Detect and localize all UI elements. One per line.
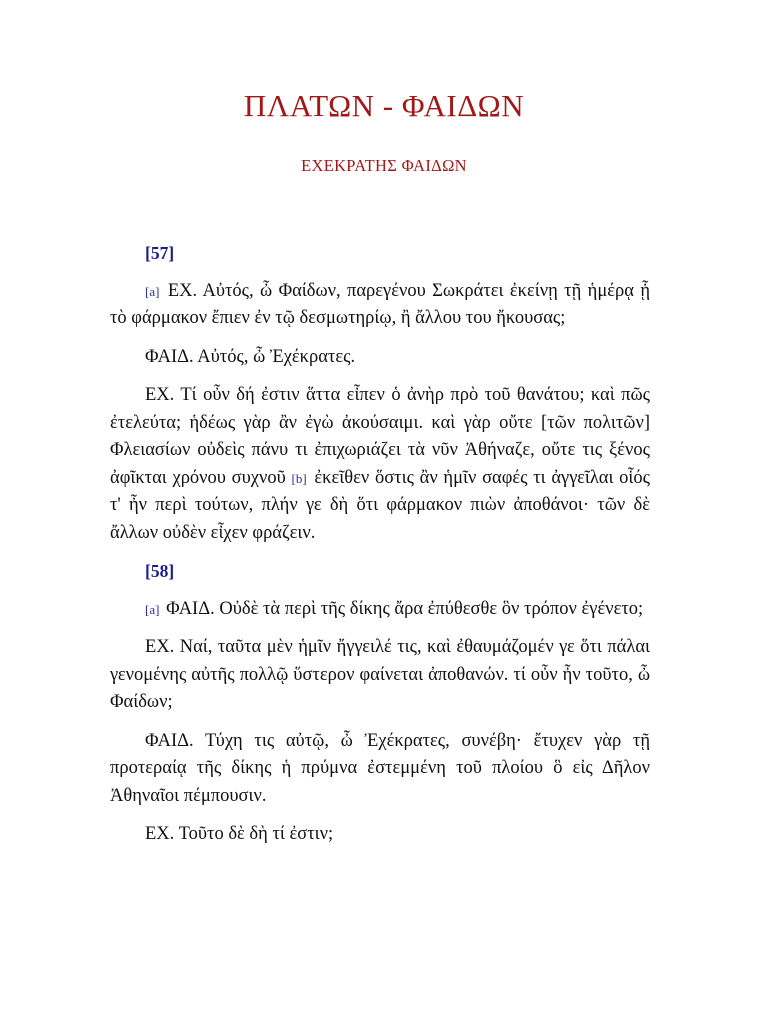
document-body bbox=[110, 240, 650, 860]
line-marker: [b] bbox=[291, 470, 307, 486]
paragraph-text: ΕΧ. Τί οὖν δή ἐστιν ἅττα εἶπεν ὁ ἀνὴρ πρὸ τοῦ θανάτου; καὶ πῶς ἐτελεύτα; ἡδέως γὰρ ἂν ἐγὼ ἀκούσαιμι. καὶ γὰρ οὔτε [τῶν πολιτῶν] Φλειασίων οὐδεὶς πάνυ τι ἐπιχωριάζει τὰ νῦν Ἀθήναζε, οὔτε τις ξένος ἀφῖκται χρόνου συχνοῦ bbox=[110, 385, 650, 488]
paragraph-text: ΦΑΙΔ. Οὐδὲ τὰ περὶ τῆς δίκης ἄρα ἐπύθεσθε ὃν τρόπον ἐγένετο; bbox=[166, 598, 644, 619]
paragraph bbox=[110, 382, 650, 547]
paragraph bbox=[110, 278, 650, 333]
document-title: ΠΛΑΤΩΝ - ΦΑΙΔΩΝ bbox=[243, 88, 525, 123]
section-number: [57] bbox=[145, 243, 175, 263]
paragraph-text-continued: ἐκεῖθεν ὅστις ἂν ἡμῖν σαφές τι ἀγγεῖλαι οἷός τ' ἦν περὶ τούτων, πλήν γε δὴ ὅτι φάρμακον πιὼν ἀποθάνοι· τῶν δὲ ἄλλων οὐδὲν εἶχεν φράζειν. bbox=[110, 467, 650, 543]
paragraph bbox=[110, 821, 650, 849]
paragraph-text: ΦΑΙΔ. Αὐτός, ὦ Ἐχέκρατες. bbox=[145, 346, 356, 367]
paragraph bbox=[110, 634, 650, 717]
line-marker: [a] bbox=[145, 601, 160, 617]
section-number: [58] bbox=[145, 561, 175, 581]
paragraph-text: ΕΧ. Αὐτός, ὦ Φαίδων, παρεγένου Σωκράτει ἐκείνῃ τῇ ἡμέρᾳ ᾗ τὸ φάρμακον ἔπιεν ἐν τῷ δεσμωτηρίῳ, ἢ ἄλλου του ἤκουσας; bbox=[110, 280, 651, 328]
document-subtitle: ΕΧΕΚΡΑΤΗΣ ΦΑΙΔΩΝ bbox=[301, 156, 467, 175]
paragraph-text: ΕΧ. Τοῦτο δὲ δὴ τί ἐστιν; bbox=[145, 824, 334, 844]
paragraph bbox=[110, 596, 650, 624]
paragraph-text: ΕΧ. Ναί, ταῦτα μὲν ἡμῖν ἤγγειλέ τις, καὶ ἐθαυμάζομέν γε ὅτι πάλαι γενομένης αὐτῆς πολλῷ ὕστερον φαίνεται ἀποθανών. τί οὖν ἦν τοῦτο, ὦ Φαίδων; bbox=[110, 637, 650, 712]
paragraph-text: ΦΑΙΔ. Τύχη τις αὐτῷ, ὦ Ἐχέκρατες, συνέβη· ἔτυχεν γὰρ τῇ προτεραίᾳ τῆς δίκης ἡ πρύμνα ἐστεμμένη τοῦ πλοίου ὃ εἰς Δῆλον Ἀθηναῖοι πέμπουσιν. bbox=[110, 730, 650, 806]
line-marker: [a] bbox=[145, 283, 160, 299]
paragraph bbox=[110, 344, 650, 372]
paragraph bbox=[110, 728, 650, 811]
